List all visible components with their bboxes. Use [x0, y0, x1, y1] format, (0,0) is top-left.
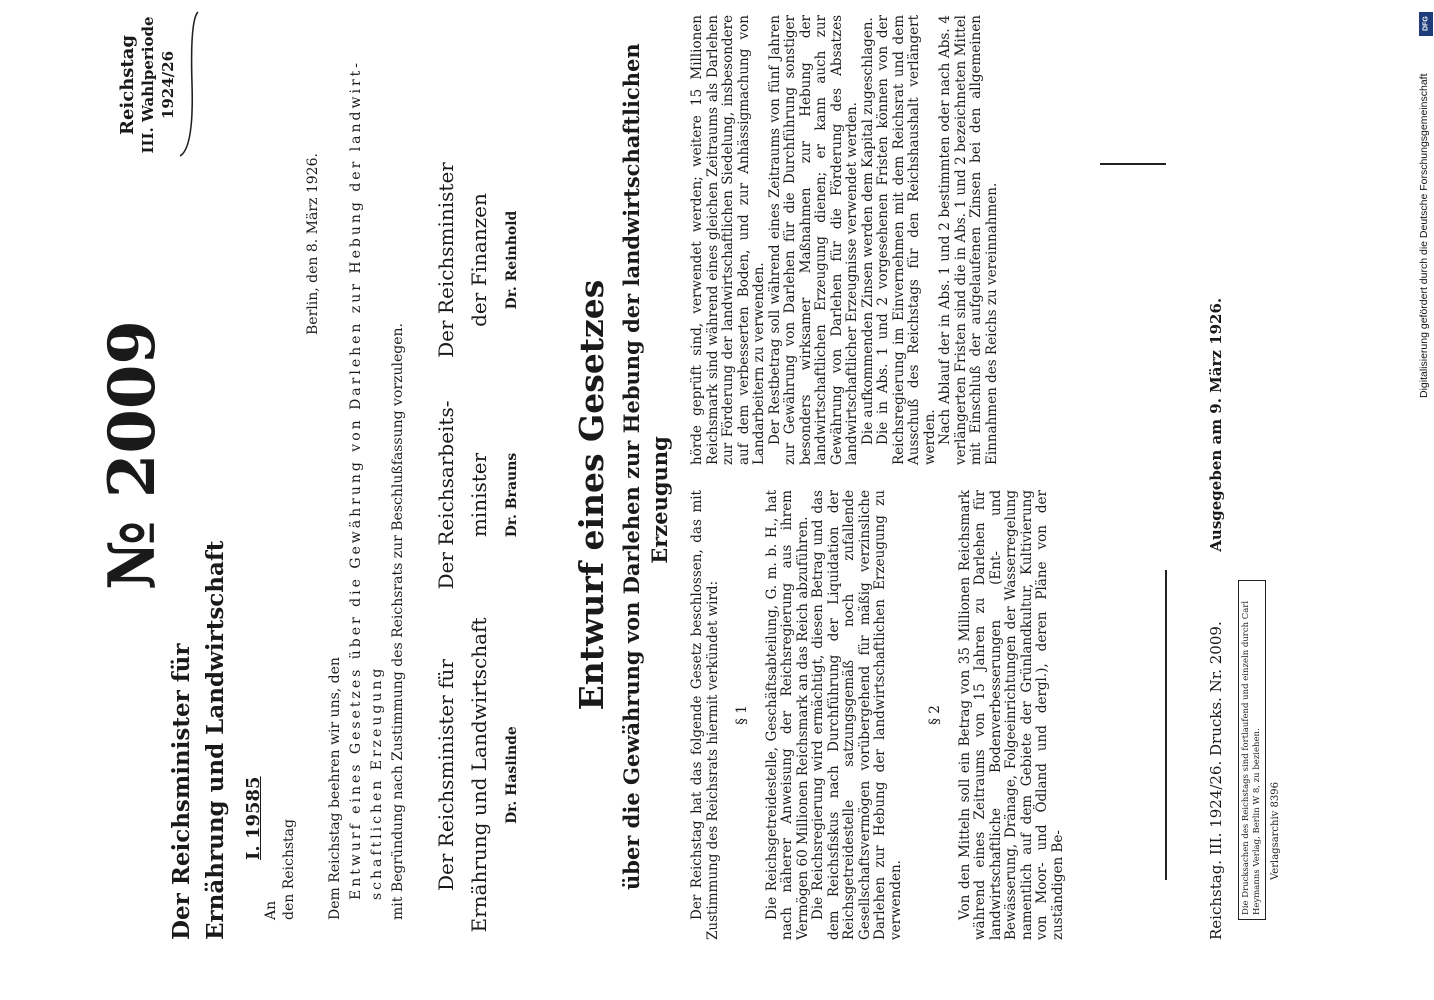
section-text: Der Restbetrag soll während eines Zeitraums von fünf Jahren zur Gewährung von Darlehen für die Durchführung sonstiger besonders wirksamer Maßnahmen zur Hebung der landwirtschaftlichen Erzeugung dienen; er kann auch zur Gewährung von Darlehen für die Förderung des Absatzes landwirtschaftlicher Erzeugnisse verwendet werden. — [766, 15, 860, 465]
draft-subtitle-line1: über die Gewährung von Darlehen zur Hebung der landwirtschaftlichen — [619, 43, 644, 890]
enactment-clause: Der Reichstag hat das folgende Gesetz beschlossen, das mit Zustimmung des Reichsrats hiermit verkündet wird: — [689, 490, 721, 940]
signature-block-2 — [430, 395, 529, 595]
digitization-credit — [1418, 8, 1434, 398]
reference-number: I. 19585 — [243, 776, 264, 860]
signature-name: Dr. Brauns — [504, 452, 520, 538]
reichstag-header — [118, 10, 178, 160]
election-period: III. Wahlperiode — [139, 16, 157, 154]
period-years: 1924/26 — [159, 50, 177, 120]
cover-letter — [325, 60, 409, 920]
section-text: Die Reichsregierung wird ermächtigt, diesen Betrag und das dem Reichsfiskus nach Durchführung der Liquidation der Reichsgetreidestelle satzungsgemäß noch zufallende Gesellschaftsvermögen vorübergehend für mäßig verzinsliche Darlehen zur Hebung der landwirtschaftlichen Erzeugung zu verwenden. — [810, 490, 904, 940]
cover-line2: Entwurf eines Gesetzes über die Gewährung von Darlehen zur Hebung der landwirt- — [348, 59, 364, 900]
separator-rule-short — [1100, 163, 1166, 165]
section-text: Die in Abs. 1 und 2 vorgesehenen Fristen können von der Reichsregierung im Einvernehmen mit dem Reichsrat und dem Ausschuß des Reichstags für den Reichshaushalt verlängert werden. — [875, 15, 938, 465]
signature-name: Dr. Haslinde — [504, 726, 520, 824]
signature-block-1 — [430, 610, 529, 940]
signature-title: Der Reichsarbeits- — [434, 400, 458, 590]
left-column — [690, 490, 1066, 940]
document-number: № 2009 — [95, 320, 170, 590]
dfg-logo: DFG — [1419, 12, 1433, 36]
draft-subtitle-line2: Erzeugung — [647, 436, 672, 564]
section-heading: § 1 — [734, 705, 750, 725]
draft-subtitle — [618, 43, 674, 890]
sender-line1: Der Reichsminister für — [168, 643, 195, 940]
section-text: Von den Mitteln soll ein Betrag von 35 Millionen Reichsmark während eines Zeitraums von 15 Jahren zu Darlehen für landwirtschaftliche Bodenverbesserungen (Ent- und Bewässerung, Dränage, Folgeeinrichtungen der Wasserregelung namentlich auf dem Gebiete der Grünlandkultur, Kultivierung von Moor- und Ödland und dergl.), deren Pläne von der zuständigen Be- — [956, 490, 1066, 940]
signature-title: Der Reichsminister für — [434, 659, 458, 891]
signature-title: minister — [467, 452, 491, 538]
footer-line — [1207, 298, 1225, 940]
draft-title: Entwurf eines Gesetzes — [572, 279, 611, 711]
publisher-archive: Verlagsarchiv 8396 — [1270, 782, 1281, 880]
header-brace-decoration — [178, 10, 200, 158]
section-text: Nach Ablauf der in Abs. 1 und 2 bestimmten oder nach Abs. 4 verlängerten Fristen sind die in Abs. 1 und 2 bezeichneten Mittel mit Einschluß der aufgelaufenen Zinsen bei den allgemeinen Einnahmen des Reichs zu vereinnahmen. — [937, 15, 1000, 465]
right-column — [690, 15, 1000, 465]
section-heading: § 2 — [927, 705, 943, 725]
reichstag-label: Reichstag — [117, 35, 138, 135]
section-text: hörde geprüft sind, verwendet werden; weitere 15 Millionen Reichsmark sind während eines gleichen Zeitraums als Darlehen zur Förderung der landwirtschaftlichen Siedelung, insbesondere auf dem verbesserten Boden, und zur Anhässigmachung von Landarbeitern zu verwenden. — [689, 15, 767, 465]
signature-title: Ernährung und Landwirtschaft — [467, 617, 491, 933]
print-reference: Reichstag. III. 1924/26. Drucks. Nr. 2009. — [1207, 621, 1225, 940]
issue-date: Ausgegeben am 9. März 1926. — [1207, 297, 1225, 552]
separator-rule — [1165, 570, 1167, 880]
cover-line1: Dem Reichstag beehren wir uns, den — [327, 657, 343, 920]
digitization-credit-text: Digitalisierung gefördert durch die Deutsche Forschungsgemeinschaft — [1418, 73, 1430, 398]
signature-block-3 — [430, 145, 529, 375]
date-line: Berlin, den 8. März 1926. — [305, 153, 321, 335]
section-text: Die aufkommenden Zinsen werden dem Kapital zugeschlagen. — [859, 17, 876, 445]
addressee-line2: den Reichstag — [281, 819, 297, 920]
addressee — [262, 819, 298, 920]
publisher-note: Die Drucksachen des Reichstags sind fortlaufend und einzeln durch Carl Heymanns Verlag, Berlin W 8, zu beziehen. — [1238, 580, 1266, 920]
cover-line3: schaftlichen Erzeugung — [369, 665, 385, 900]
section-text: Die Reichsgetreidestelle, Geschäftsabteilung, G. m. b. H., hat nach näherer Anweisung der Reichsregierung aus ihrem Vermögen 60 Millionen Reichsmark an das Reich abzuführen. — [763, 490, 811, 940]
sender-line2: Ernährung und Landwirtschaft — [202, 540, 229, 940]
addressee-line1: An — [263, 900, 279, 920]
sender-block — [165, 460, 271, 940]
signature-title: Der Reichsminister — [434, 162, 458, 358]
cover-line4: mit Begründung nach Zustimmung des Reichsrats zur Beschlußfassung vorzulegen. — [390, 323, 406, 920]
signature-name: Dr. Reinhold — [504, 210, 520, 310]
signature-title: der Finanzen — [467, 193, 491, 327]
